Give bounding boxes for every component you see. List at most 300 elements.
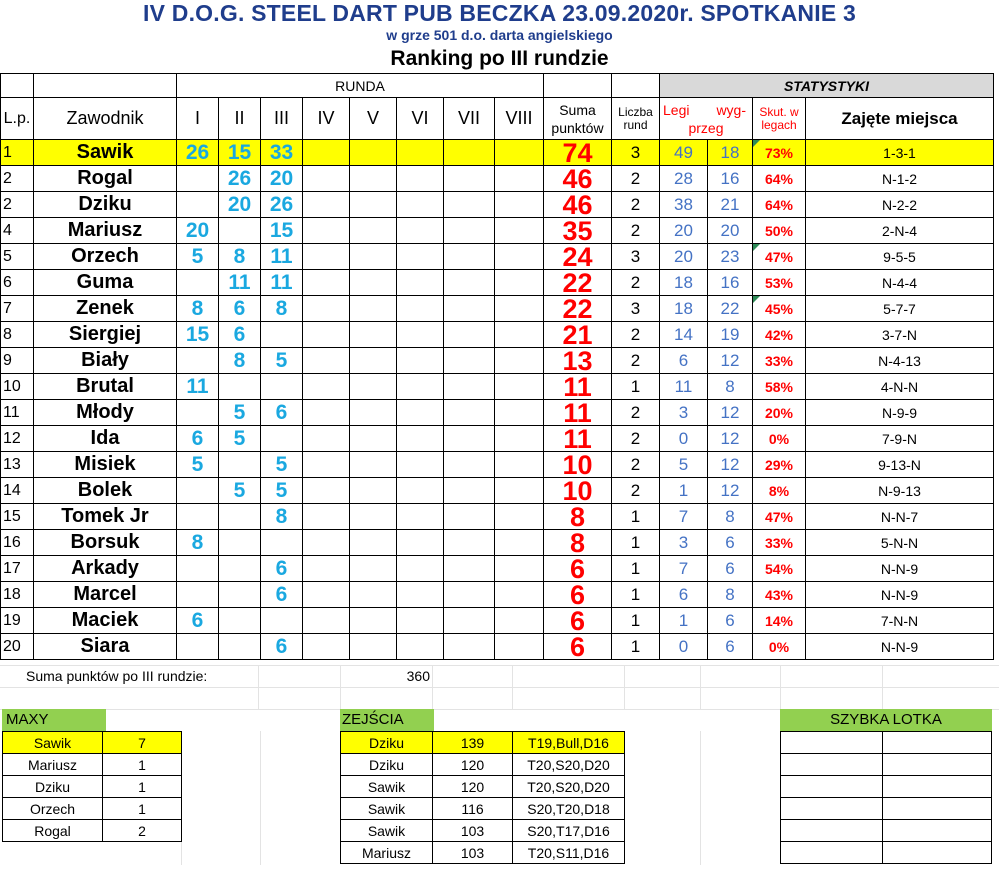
places-taken: 3-7-N <box>806 322 994 348</box>
round-6-points <box>397 244 444 270</box>
player-name: Dziku <box>34 192 177 218</box>
legs-lost: 8 <box>708 374 753 400</box>
header-empty <box>612 74 660 98</box>
legs-won: 3 <box>660 400 708 426</box>
round-6-points <box>397 530 444 556</box>
round-4-points <box>303 374 350 400</box>
round-1-points: 15 <box>177 322 219 348</box>
round-4-points <box>303 348 350 374</box>
round-1-points: 8 <box>177 530 219 556</box>
places-taken: N-N-7 <box>806 504 994 530</box>
places-taken: 4-N-N <box>806 374 994 400</box>
round-2-points <box>219 608 261 634</box>
round-7-points <box>444 400 495 426</box>
round-8-points <box>495 556 544 582</box>
zejscia-row <box>341 732 625 754</box>
round-7-points <box>444 322 495 348</box>
places-taken: 9-13-N <box>806 452 994 478</box>
rounds-count: 2 <box>612 452 660 478</box>
legs-won: 6 <box>660 348 708 374</box>
round-header-1: I <box>177 98 219 140</box>
legs-lost: 16 <box>708 166 753 192</box>
legs-won: 18 <box>660 270 708 296</box>
legs-lost: 8 <box>708 582 753 608</box>
leg-efficiency: 58% <box>753 374 806 400</box>
round-6-points <box>397 348 444 374</box>
round-1-points <box>177 504 219 530</box>
round-3-points: 15 <box>261 218 303 244</box>
round-2-points <box>219 556 261 582</box>
round-2-points: 11 <box>219 270 261 296</box>
row-lp: 6 <box>1 270 34 296</box>
round-8-points <box>495 218 544 244</box>
round-2-points: 15 <box>219 140 261 166</box>
legs-won: 1 <box>660 608 708 634</box>
header-empty <box>544 74 612 98</box>
liczba-header: Liczba rund <box>612 98 660 140</box>
points-sum: 6 <box>544 582 612 608</box>
round-3-points: 6 <box>261 582 303 608</box>
maxy-value: 1 <box>103 798 182 820</box>
points-sum: 46 <box>544 166 612 192</box>
round-4-points <box>303 270 350 296</box>
round-6-points <box>397 140 444 166</box>
legs-won: 5 <box>660 452 708 478</box>
round-8-points <box>495 452 544 478</box>
leg-efficiency: 0% <box>753 426 806 452</box>
ranking-row <box>1 634 994 660</box>
round-1-points: 6 <box>177 608 219 634</box>
places-taken: N-9-9 <box>806 400 994 426</box>
legs-lost: 6 <box>708 634 753 660</box>
ranking-row <box>1 400 994 426</box>
szybka-lotka-cell <box>781 798 883 820</box>
points-sum: 74 <box>544 140 612 166</box>
lp-header: L.p. <box>1 98 34 140</box>
round-5-points <box>350 244 397 270</box>
round-3-points: 11 <box>261 270 303 296</box>
round-1-points <box>177 400 219 426</box>
round-8-points <box>495 244 544 270</box>
round-4-points <box>303 140 350 166</box>
round-2-points: 26 <box>219 166 261 192</box>
round-5-points <box>350 374 397 400</box>
ranking-row <box>1 608 994 634</box>
leg-efficiency: 73% <box>753 140 806 166</box>
round-3-points: 6 <box>261 556 303 582</box>
round-8-points <box>495 348 544 374</box>
maxy-name: Rogal <box>3 820 103 842</box>
round-6-points <box>397 270 444 296</box>
summary-value: 360 <box>406 668 430 684</box>
leg-efficiency: 42% <box>753 322 806 348</box>
leg-efficiency: 47% <box>753 504 806 530</box>
player-name: Tomek Jr <box>34 504 177 530</box>
page-title: IV D.O.G. STEEL DART PUB BECZKA 23.09.2020r. SPOTKANIE 3 <box>143 0 856 26</box>
szybka-lotka-cell <box>781 820 883 842</box>
round-2-points <box>219 634 261 660</box>
legs-won: 7 <box>660 504 708 530</box>
points-sum: 46 <box>544 192 612 218</box>
legs-won: 0 <box>660 634 708 660</box>
player-name: Arkady <box>34 556 177 582</box>
szybka-lotka-cell <box>883 842 992 864</box>
round-6-points <box>397 192 444 218</box>
round-5-points <box>350 478 397 504</box>
row-lp: 13 <box>1 452 34 478</box>
szybka-lotka-cell <box>781 754 883 776</box>
zejscia-darts: T19,Bull,D16 <box>513 732 625 754</box>
leg-efficiency: 64% <box>753 192 806 218</box>
places-taken: N-4-13 <box>806 348 994 374</box>
szybka-lotka-cell <box>781 842 883 864</box>
rounds-count: 2 <box>612 270 660 296</box>
round-6-points <box>397 452 444 478</box>
round-2-points: 5 <box>219 426 261 452</box>
summary-label: Suma punktów po III rundzie: <box>26 668 208 684</box>
round-4-points <box>303 504 350 530</box>
row-lp: 17 <box>1 556 34 582</box>
round-7-points <box>444 296 495 322</box>
round-6-points <box>397 582 444 608</box>
round-8-points <box>495 400 544 426</box>
rounds-count: 2 <box>612 400 660 426</box>
row-lp: 1 <box>1 140 34 166</box>
round-7-points <box>444 244 495 270</box>
maxy-name: Sawik <box>3 732 103 754</box>
round-7-points <box>444 478 495 504</box>
ranking-row <box>1 452 994 478</box>
places-taken: N-4-4 <box>806 270 994 296</box>
round-2-points: 6 <box>219 296 261 322</box>
round-3-points: 5 <box>261 348 303 374</box>
zejscia-value: 103 <box>433 820 513 842</box>
round-8-points <box>495 634 544 660</box>
legs-lost: 8 <box>708 504 753 530</box>
round-4-points <box>303 296 350 322</box>
round-2-points: 8 <box>219 244 261 270</box>
rounds-count: 1 <box>612 374 660 400</box>
rounds-count: 1 <box>612 582 660 608</box>
zejscia-name: Dziku <box>341 732 433 754</box>
page-subtitle: w grze 501 d.o. darta angielskiego <box>386 27 613 43</box>
maxy-name: Mariusz <box>3 754 103 776</box>
rounds-count: 1 <box>612 530 660 556</box>
ranking-row <box>1 348 994 374</box>
round-header-6: VI <box>397 98 444 140</box>
round-1-points <box>177 192 219 218</box>
legs-lost: 12 <box>708 348 753 374</box>
round-8-points <box>495 140 544 166</box>
zejscia-row <box>341 798 625 820</box>
round-3-points: 6 <box>261 634 303 660</box>
round-header-7: VII <box>444 98 495 140</box>
round-5-points <box>350 322 397 348</box>
legs-lost: 12 <box>708 426 753 452</box>
ranking-row <box>1 140 994 166</box>
zejscia-row <box>341 820 625 842</box>
ranking-row <box>1 192 994 218</box>
round-8-points <box>495 608 544 634</box>
round-5-points <box>350 530 397 556</box>
round-7-points <box>444 140 495 166</box>
szybka-lotka-row <box>781 776 992 798</box>
round-2-points <box>219 530 261 556</box>
points-sum: 24 <box>544 244 612 270</box>
round-2-points: 6 <box>219 322 261 348</box>
szybka-lotka-table <box>780 731 992 864</box>
player-name: Biały <box>34 348 177 374</box>
round-2-points <box>219 452 261 478</box>
round-3-points <box>261 426 303 452</box>
ranking-row <box>1 296 994 322</box>
round-7-points <box>444 556 495 582</box>
zejscia-darts: T20,S20,D20 <box>513 776 625 798</box>
leg-efficiency: 45% <box>753 296 806 322</box>
rounds-count: 3 <box>612 296 660 322</box>
legs-won: 0 <box>660 426 708 452</box>
szybka-lotka-cell <box>883 820 992 842</box>
round-header-8: VIII <box>495 98 544 140</box>
player-name: Sawik <box>34 140 177 166</box>
rounds-count: 2 <box>612 348 660 374</box>
round-6-points <box>397 556 444 582</box>
maxy-title: MAXY <box>2 709 106 731</box>
places-taken: 1-3-1 <box>806 140 994 166</box>
legs-won: 20 <box>660 244 708 270</box>
points-sum: 8 <box>544 504 612 530</box>
szybka-lotka-cell <box>883 798 992 820</box>
round-3-points: 33 <box>261 140 303 166</box>
round-4-points <box>303 478 350 504</box>
zejscia-name: Sawik <box>341 820 433 842</box>
round-1-points: 5 <box>177 452 219 478</box>
round-2-points <box>219 374 261 400</box>
maxy-name: Orzech <box>3 798 103 820</box>
ranking-row <box>1 504 994 530</box>
round-5-points <box>350 582 397 608</box>
maxy-row <box>3 820 182 842</box>
round-7-points <box>444 530 495 556</box>
szybka-lotka-row <box>781 754 992 776</box>
leg-efficiency: 14% <box>753 608 806 634</box>
row-lp: 2 <box>1 192 34 218</box>
legi-header <box>660 98 753 140</box>
row-lp: 9 <box>1 348 34 374</box>
maxy-table <box>2 731 182 842</box>
points-sum: 6 <box>544 634 612 660</box>
zejscia-title: ZEJŚCIA <box>340 709 434 731</box>
player-name: Misiek <box>34 452 177 478</box>
round-3-points <box>261 322 303 348</box>
round-7-points <box>444 166 495 192</box>
zejscia-value: 120 <box>433 776 513 798</box>
row-lp: 8 <box>1 322 34 348</box>
round-5-points <box>350 634 397 660</box>
round-6-points <box>397 608 444 634</box>
round-3-points: 26 <box>261 192 303 218</box>
row-lp: 10 <box>1 374 34 400</box>
round-8-points <box>495 478 544 504</box>
round-4-points <box>303 244 350 270</box>
zejscia-name: Dziku <box>341 754 433 776</box>
maxy-row <box>3 732 182 754</box>
legs-lost: 19 <box>708 322 753 348</box>
legs-won: 11 <box>660 374 708 400</box>
round-5-points <box>350 192 397 218</box>
round-2-points: 8 <box>219 348 261 374</box>
round-7-points <box>444 608 495 634</box>
rounds-count: 3 <box>612 244 660 270</box>
points-sum: 6 <box>544 556 612 582</box>
places-taken: 2-N-4 <box>806 218 994 244</box>
round-4-points <box>303 634 350 660</box>
legs-lost: 12 <box>708 452 753 478</box>
points-sum: 22 <box>544 270 612 296</box>
rounds-count: 2 <box>612 192 660 218</box>
legi-label: Legi <box>663 101 690 118</box>
round-1-points: 20 <box>177 218 219 244</box>
ranking-row <box>1 374 994 400</box>
round-8-points <box>495 530 544 556</box>
points-sum: 22 <box>544 296 612 322</box>
zejscia-darts: T20,S20,D20 <box>513 754 625 776</box>
round-1-points: 6 <box>177 426 219 452</box>
round-7-points <box>444 452 495 478</box>
places-taken: N-N-9 <box>806 582 994 608</box>
legs-won: 18 <box>660 296 708 322</box>
round-4-points <box>303 166 350 192</box>
legs-won: 38 <box>660 192 708 218</box>
round-5-points <box>350 556 397 582</box>
legs-lost: 12 <box>708 400 753 426</box>
round-header-3: III <box>261 98 303 140</box>
leg-efficiency: 64% <box>753 166 806 192</box>
round-1-points <box>177 634 219 660</box>
legs-lost: 12 <box>708 478 753 504</box>
player-name: Bolek <box>34 478 177 504</box>
round-1-points: 8 <box>177 296 219 322</box>
leg-efficiency: 20% <box>753 400 806 426</box>
ranking-heading: Ranking po III rundzie <box>390 47 609 70</box>
szybka-lotka-cell <box>883 776 992 798</box>
round-header-2: II <box>219 98 261 140</box>
round-7-points <box>444 374 495 400</box>
round-8-points <box>495 426 544 452</box>
leg-efficiency: 50% <box>753 218 806 244</box>
points-sum: 10 <box>544 478 612 504</box>
legs-lost: 18 <box>708 140 753 166</box>
round-4-points <box>303 426 350 452</box>
zejscia-name: Sawik <box>341 776 433 798</box>
round-8-points <box>495 582 544 608</box>
round-5-points <box>350 296 397 322</box>
round-3-points <box>261 374 303 400</box>
round-6-points <box>397 218 444 244</box>
zejscia-value: 103 <box>433 842 513 864</box>
maxy-value: 2 <box>103 820 182 842</box>
round-2-points: 5 <box>219 478 261 504</box>
ranking-row <box>1 582 994 608</box>
round-7-points <box>444 348 495 374</box>
round-3-points <box>261 608 303 634</box>
legs-won: 6 <box>660 582 708 608</box>
points-sum: 21 <box>544 322 612 348</box>
round-5-points <box>350 452 397 478</box>
player-name: Orzech <box>34 244 177 270</box>
row-lp: 4 <box>1 218 34 244</box>
round-header-4: IV <box>303 98 350 140</box>
round-6-points <box>397 322 444 348</box>
zejscia-darts: S20,T20,D18 <box>513 798 625 820</box>
round-3-points: 5 <box>261 478 303 504</box>
round-5-points <box>350 270 397 296</box>
legs-won: 14 <box>660 322 708 348</box>
places-taken: N-1-2 <box>806 166 994 192</box>
leg-efficiency: 33% <box>753 530 806 556</box>
zejscia-row <box>341 842 625 864</box>
zejscia-name: Mariusz <box>341 842 433 864</box>
ranking-row <box>1 530 994 556</box>
player-name: Siara <box>34 634 177 660</box>
maxy-name: Dziku <box>3 776 103 798</box>
round-1-points: 11 <box>177 374 219 400</box>
places-taken: 5-N-N <box>806 530 994 556</box>
szybka-lotka-cell <box>883 732 992 754</box>
round-1-points <box>177 556 219 582</box>
round-5-points <box>350 218 397 244</box>
szybka-lotka-row <box>781 820 992 842</box>
rounds-count: 2 <box>612 426 660 452</box>
maxy-row <box>3 776 182 798</box>
round-7-points <box>444 426 495 452</box>
player-name: Ida <box>34 426 177 452</box>
points-sum: 11 <box>544 374 612 400</box>
legs-lost: 6 <box>708 608 753 634</box>
leg-efficiency: 0% <box>753 634 806 660</box>
points-sum: 11 <box>544 426 612 452</box>
leg-efficiency: 53% <box>753 270 806 296</box>
points-sum: 13 <box>544 348 612 374</box>
zejscia-row <box>341 754 625 776</box>
legs-won: 3 <box>660 530 708 556</box>
round-1-points <box>177 270 219 296</box>
rounds-count: 2 <box>612 166 660 192</box>
round-1-points <box>177 348 219 374</box>
legs-lost: 20 <box>708 218 753 244</box>
przeg-label: przeg <box>688 119 724 136</box>
legs-won: 1 <box>660 478 708 504</box>
round-3-points: 6 <box>261 400 303 426</box>
round-6-points <box>397 400 444 426</box>
zejscia-name: Sawik <box>341 798 433 820</box>
header-empty <box>1 74 34 98</box>
round-2-points <box>219 582 261 608</box>
maxy-value: 1 <box>103 776 182 798</box>
round-6-points <box>397 166 444 192</box>
legs-won: 20 <box>660 218 708 244</box>
zejscia-darts: T20,S11,D16 <box>513 842 625 864</box>
zejscia-value: 139 <box>433 732 513 754</box>
szybka-lotka-cell <box>883 754 992 776</box>
leg-efficiency: 8% <box>753 478 806 504</box>
leg-efficiency: 47% <box>753 244 806 270</box>
round-6-points <box>397 426 444 452</box>
rounds-count: 1 <box>612 608 660 634</box>
maxy-row <box>3 798 182 820</box>
round-6-points <box>397 504 444 530</box>
round-1-points <box>177 166 219 192</box>
